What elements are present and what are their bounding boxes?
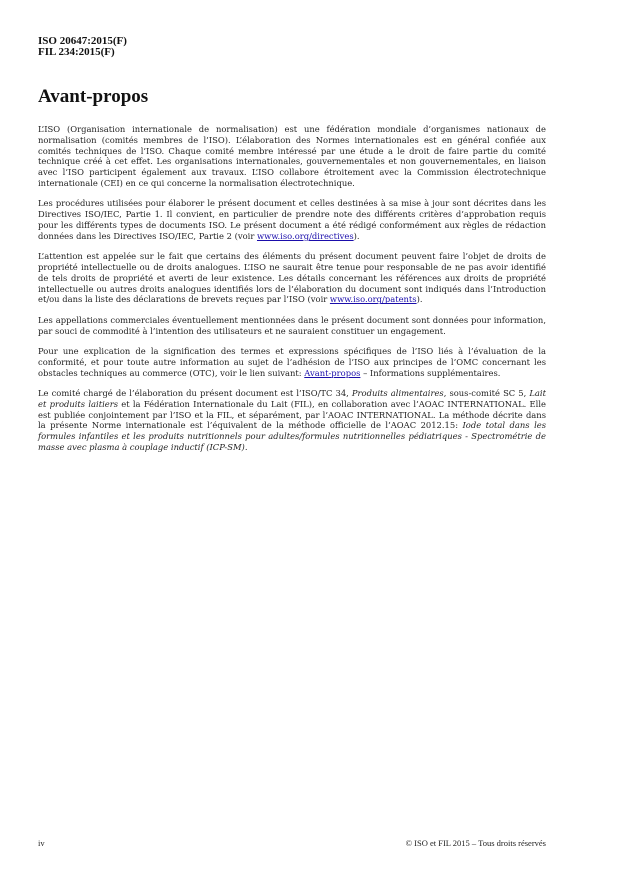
- paragraph-5: [38, 346, 546, 378]
- paragraph-5-text: Pour une explication de la signification des termes et expressions spécifiques de l’ISO liés à l’évaluation de la conformité, et pour toute autre information au sujet de l’adhésion de l’ISO aux principes de l’OMC concernant les obstacles techniques au commerce (OTC), voir le lien suivant:: [38, 345, 546, 378]
- paragraph-2-text: Les procédures utilisées pour élaborer le présent document et celles destinées à sa mise à jour sont décrites dans les Directives ISO/IEC, Partie 1. Il convient, en particulier de prendre note des différents critères d’approbation requis pour les différents types de documents ISO. Le présent document a été rédigé conformément aux règles de rédaction données dans les Directives ISO/IEC, Partie 2 (voir: [38, 198, 546, 241]
- paragraph-3-text: L’attention est appelée sur le fait que certains des éléments du présent document peuvent faire l’objet de droits de propriété intellectuelle ou de droits analogues. L’ISO ne saurait être tenue pour responsable de ne pas avoir identifié de tels droits de propriété et averti de leur existence. Les détails concernant les références aux droits de propriété intellectuelle ou autres droits analogues identifiés lors de l’élaboration du document sont indiqués dans l’Introduction et/ou dans la liste des déclarations de brevets reçues par l’ISO (voir: [38, 251, 546, 305]
- paragraph-6-c: et la Fédération Internationale du Lait (FIL), en collaboration avec l’AOAC INTERNATIONAL. Elle est publiée conjointement par l’ISO et la FIL, et séparément, par l’AOAC INTERNATIONAL. La méthode décrite dans la présente Norme internationale est l’équivalent de la méthode officielle de l’AOAC 2012.15:: [38, 398, 546, 431]
- fil-reference: FIL 234:2015(F): [38, 46, 115, 58]
- paragraph-6-a: Le comité chargé de l’élaboration du présent document est l’ISO/TC 34,: [38, 387, 352, 398]
- copyright-notice: © ISO et FIL 2015 – Tous droits réservés: [405, 838, 546, 848]
- paragraph-6-end: .: [244, 441, 248, 452]
- paragraph-6-b: , sous-comité SC 5,: [443, 387, 530, 398]
- page-number: iv: [38, 838, 45, 848]
- paragraph-1: L’ISO (Organisation internationale de normalisation) est une fédération mondiale d’organismes nationaux de normalisation (comités membres de l’ISO). L’élaboration des Normes internationales est en général confiée aux comités techniques de l’ISO. Chaque comité membre intéressé par une étude a le droit de faire partie du comité technique créé à cet effet. Les organisations internationales, gouvernementales et non gouvernementales, en liaison avec l’ISO participent également aux travaux. L’ISO collabore étroitement avec la Commission électrotechnique internationale (CEI) en ce qui concerne la normalisation électrotechnique.: [38, 124, 546, 188]
- page-title: Avant-propos: [38, 86, 149, 107]
- paragraph-2: [38, 198, 546, 241]
- paragraph-3: [38, 251, 546, 305]
- paragraph-4: Les appellations commerciales éventuellement mentionnées dans le présent document sont données pour information, par souci de commodité à l’intention des utilisateurs et ne sauraient constituer un engagement.: [38, 314, 546, 336]
- avant-propos-link[interactable]: Avant-propos: [304, 367, 361, 378]
- iso-reference: ISO 20647:2015(F): [38, 35, 127, 47]
- paragraph-5-end: – Informations supplémentaires.: [360, 367, 501, 378]
- paragraph-6-italic-1: Produits alimentaires: [351, 387, 444, 398]
- foreword-body: [38, 124, 546, 462]
- directives-link[interactable]: www.iso.org/directives: [256, 230, 354, 241]
- standard-identifier: [38, 36, 127, 58]
- paragraph-6-italic-3: Iode total dans les formules infantiles et les produits nutritionnels pour adultes/formules nutritionnelles pédiatriques - Spectrométrie de masse avec plasma à couplage inductif (ICP-SM): [38, 420, 546, 452]
- paragraph-6-italic-2: Lait et produits laitiers: [38, 387, 546, 409]
- patents-link[interactable]: www.iso.org/patents: [329, 294, 417, 305]
- paragraph-2-end: ).: [353, 230, 360, 241]
- paragraph-6: [38, 388, 546, 453]
- paragraph-3-end: ).: [416, 294, 423, 305]
